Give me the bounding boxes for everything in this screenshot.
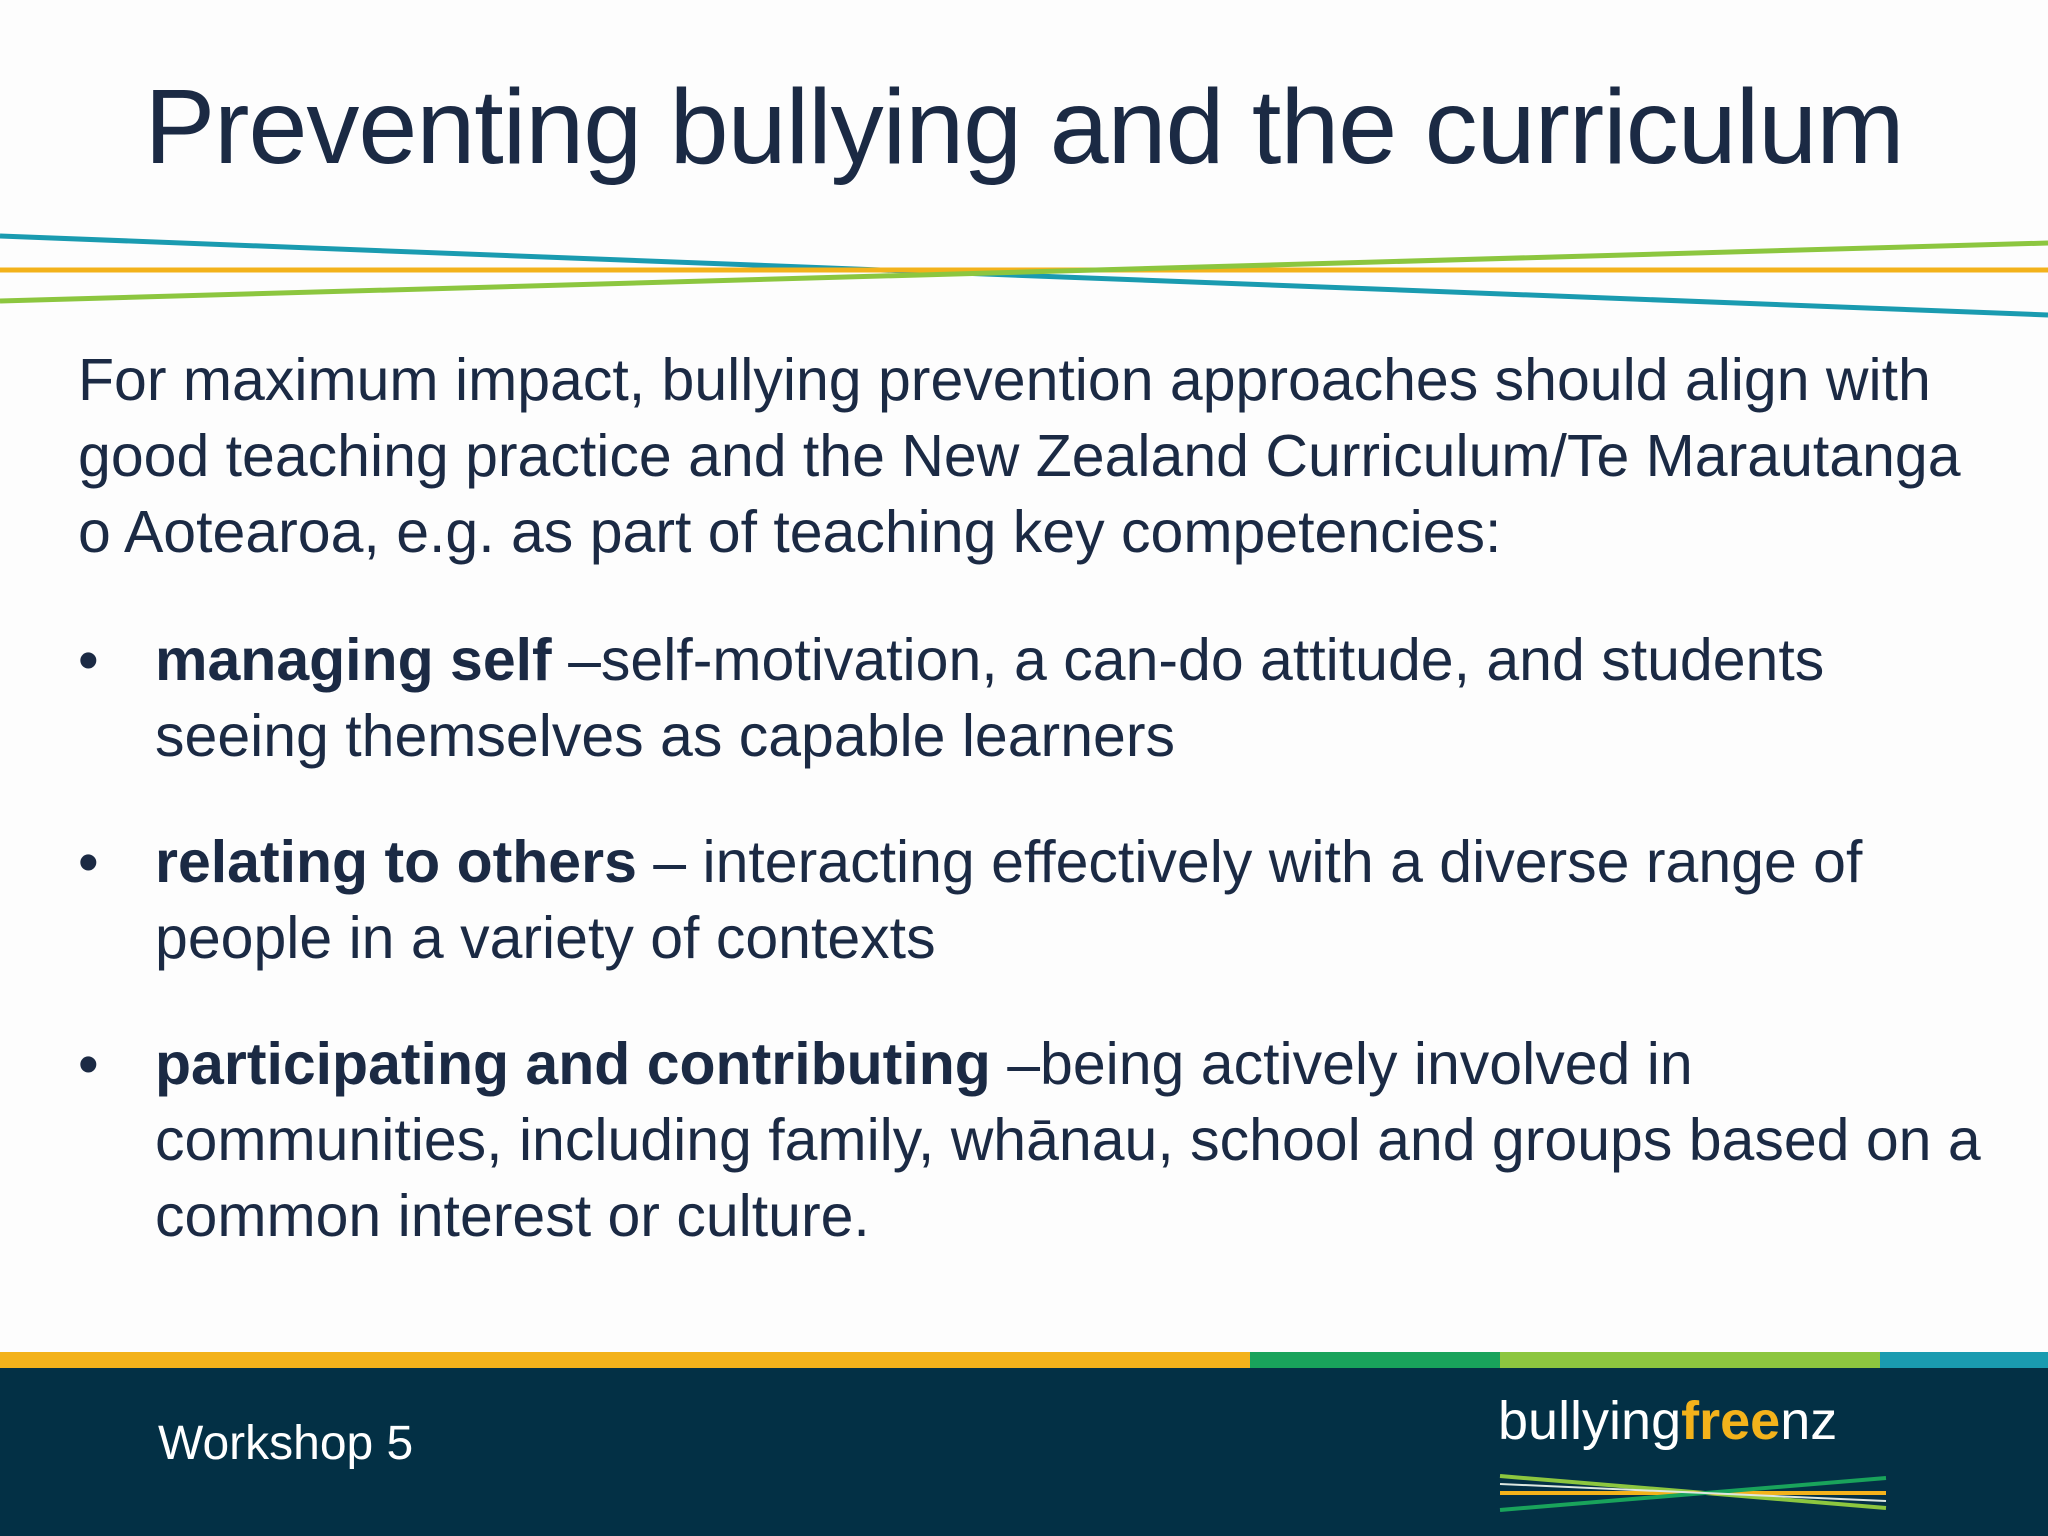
logo-suffix: nz: [1780, 1391, 1838, 1451]
intro-paragraph: For maximum impact, bullying prevention approaches should align with good teaching practice and the New Zealand Curriculum/Te Marautanga o Aotearoa, e.g. as part of teaching key competencies:: [78, 347, 1961, 565]
bullet-marker: •: [78, 829, 99, 895]
list-item: [78, 1026, 1998, 1254]
bullet-marker: •: [78, 1031, 99, 1097]
bullyingfreenz-logo: [1498, 1386, 1898, 1526]
footer-color-stripe: [0, 1352, 2048, 1368]
bullet-description: –self-motivation, a can-do attitude, and students seeing themselves as capable learners: [155, 627, 1825, 769]
list-item: [78, 622, 1998, 774]
stripe-dark-green: [1250, 1352, 1500, 1368]
competency-list: [78, 622, 1998, 1304]
bullet-term: managing self: [155, 627, 552, 693]
teal-line: [0, 236, 2048, 315]
bullet-term: relating to others: [155, 829, 637, 895]
stripe-teal: [1880, 1352, 2048, 1368]
logo-prefix: bullying: [1498, 1391, 1682, 1451]
bullet-term: participating and contributing: [155, 1031, 991, 1097]
logo-crossing-lines-icon: [1498, 1468, 1888, 1518]
stripe-green: [1500, 1352, 1880, 1368]
workshop-label: Workshop 5: [158, 1417, 414, 1470]
bullet-description: – interacting effectively with a diverse range of people in a variety of contexts: [155, 829, 1863, 971]
list-item: [78, 824, 1998, 976]
slide-title: Preventing bullying and the curriculum: [144, 68, 1904, 186]
logo-wordmark: [1498, 1386, 1837, 1456]
footer-bar: [0, 1368, 2048, 1536]
bullet-description: –being actively involved in communities, including family, whānau, school and groups based on a common interest or culture.: [155, 1031, 1981, 1249]
decorative-crossing-lines: [0, 220, 2048, 330]
stripe-yellow: [0, 1352, 1250, 1368]
logo-bold: free: [1681, 1391, 1781, 1451]
bullet-marker: •: [78, 627, 99, 693]
